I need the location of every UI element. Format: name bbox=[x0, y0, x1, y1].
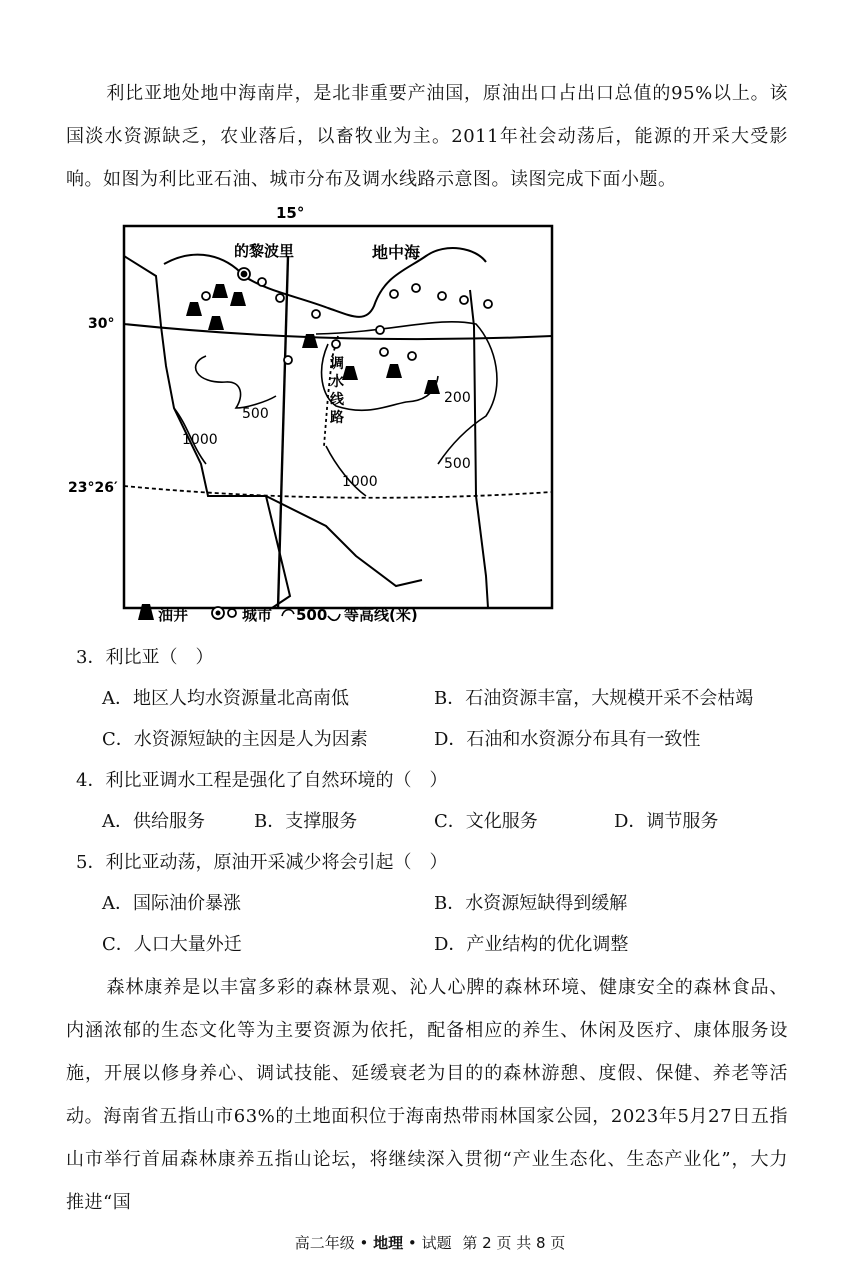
meridian-15 bbox=[278, 256, 288, 608]
cities bbox=[202, 268, 492, 364]
q3-option-b[interactable]: B．石油资源丰富，大规模开采不会枯竭 bbox=[434, 688, 754, 709]
legend-oil-icon bbox=[138, 604, 154, 620]
capital-city-dot bbox=[242, 272, 247, 277]
footer-subject: 地理 bbox=[373, 1234, 404, 1252]
question-4-stem: 4．利比亚调水工程是强化了自然环境的（ ） bbox=[76, 770, 448, 791]
intro-text: 利比亚地处地中海南岸，是北非重要产油国，原油出口占出口总值的95%以上。该国淡水资源缺乏，农业落后，以畜牧业为主。2011年社会动荡后，能源的开采大受影响。如图为利比亚石油、城市分布及调水线路示意图。读图完成下面小题。 bbox=[66, 83, 788, 190]
city-icon bbox=[380, 348, 388, 356]
legend-contour-sample: 500 bbox=[296, 606, 328, 624]
tropic-line bbox=[124, 486, 552, 498]
oil-well-icon bbox=[424, 380, 440, 394]
passage-2 bbox=[66, 966, 788, 1224]
q4-option-b[interactable]: B．支撑服务 bbox=[254, 811, 358, 832]
city-icon bbox=[460, 296, 468, 304]
city-icon bbox=[412, 284, 420, 292]
contour-label-500-west: 500 bbox=[242, 406, 269, 422]
q4-option-a[interactable]: A．供给服务 bbox=[102, 811, 205, 832]
capital-label: 的黎波里 bbox=[234, 242, 295, 260]
q5-option-c[interactable]: C．人口大量外迁 bbox=[102, 934, 242, 955]
oil-well-icon bbox=[386, 364, 402, 378]
water-route bbox=[324, 336, 338, 446]
legend-city-icon bbox=[228, 609, 236, 617]
legend-contour-label: 等高线(米) bbox=[344, 606, 418, 624]
legend-capital-dot bbox=[216, 611, 221, 616]
footer-pages: 第 2 页 共 8 页 bbox=[462, 1234, 566, 1252]
legend-contour-line bbox=[282, 610, 294, 616]
question-5-stem: 5．利比亚动荡，原油开采减少将会引起（ ） bbox=[76, 852, 448, 873]
canal-char-3: 线 bbox=[330, 392, 344, 408]
city-icon bbox=[258, 278, 266, 286]
contour-label-1000-west: 1000 bbox=[182, 432, 218, 448]
canal-char-2: 水 bbox=[330, 374, 344, 390]
q3-option-d[interactable]: D．石油和水资源分布具有一致性 bbox=[434, 729, 701, 750]
coastline bbox=[164, 248, 486, 317]
question-3-stem: 3．利比亚（ ） bbox=[76, 647, 214, 668]
city-icon bbox=[408, 352, 416, 360]
canal-char-4: 路 bbox=[330, 410, 344, 426]
footer-kind: 试题 bbox=[421, 1234, 452, 1252]
lat-30-label: 30° bbox=[88, 316, 115, 332]
oil-well-icon bbox=[342, 366, 358, 380]
oil-well-icon bbox=[212, 284, 228, 298]
footer-grade: 高二年级 bbox=[294, 1234, 355, 1252]
sea-label: 地中海 bbox=[372, 243, 421, 262]
contour-label-500-east: 500 bbox=[444, 456, 471, 472]
passage-2-text: 森林康养是以丰富多彩的森林景观、沁人心脾的森林环境、健康安全的森林食品、内涵浓郁的生态文化等为主要资源为依托，配备相应的养生、休闲及医疗、康体服务设施，开展以修身养心、调试技能、延缓衰老为目的的森林游憩、度假、保健、养老等活动。海南省五指山市63%的土地面积位于海南热带雨林国家公园，2023年5月27日五指山市举行首届森林康养五指山论坛，将继续深入贯彻“产业生态化、生态产业化”，大力推进“国 bbox=[66, 977, 788, 1213]
city-icon bbox=[484, 300, 492, 308]
q5-option-d[interactable]: D．产业结构的优化调整 bbox=[434, 934, 629, 955]
footer-dot-2: • bbox=[407, 1234, 417, 1252]
oil-well-icon bbox=[208, 316, 224, 330]
lat-tropic-label: 23°26′ bbox=[68, 480, 118, 496]
city-icon bbox=[376, 326, 384, 334]
q3-option-c[interactable]: C．水资源短缺的主因是人为因素 bbox=[102, 729, 368, 750]
oil-well-icon bbox=[230, 292, 246, 306]
contour-500-west bbox=[196, 356, 276, 408]
q4-option-d[interactable]: D．调节服务 bbox=[614, 811, 719, 832]
city-icon bbox=[390, 290, 398, 298]
contour-label-200: 200 bbox=[444, 390, 471, 406]
lon-label: 15° bbox=[276, 204, 305, 222]
city-icon bbox=[276, 294, 284, 302]
oil-well-icon bbox=[186, 302, 202, 316]
legend-city-label: 城市 bbox=[242, 606, 273, 624]
footer-dot-1: • bbox=[359, 1234, 369, 1252]
q4-option-c[interactable]: C．文化服务 bbox=[434, 811, 538, 832]
city-icon bbox=[332, 340, 340, 348]
legend-contour-line-2 bbox=[328, 614, 340, 620]
contour-label-1000-south: 1000 bbox=[342, 474, 378, 490]
legend-oil-label: 油井 bbox=[158, 606, 189, 624]
intro-paragraph bbox=[66, 72, 788, 201]
city-icon bbox=[438, 292, 446, 300]
q3-option-a[interactable]: A．地区人均水资源量北高南低 bbox=[102, 688, 349, 709]
south-border bbox=[266, 496, 422, 586]
canal-char-1: 调 bbox=[330, 356, 344, 372]
libya-map bbox=[66, 196, 566, 636]
city-icon bbox=[202, 292, 210, 300]
city-icon bbox=[312, 310, 320, 318]
q5-option-a[interactable]: A．国际油价暴涨 bbox=[102, 893, 241, 914]
city-icon bbox=[284, 356, 292, 364]
q5-option-b[interactable]: B．水资源短缺得到缓解 bbox=[434, 893, 628, 914]
page-footer bbox=[0, 1232, 860, 1253]
